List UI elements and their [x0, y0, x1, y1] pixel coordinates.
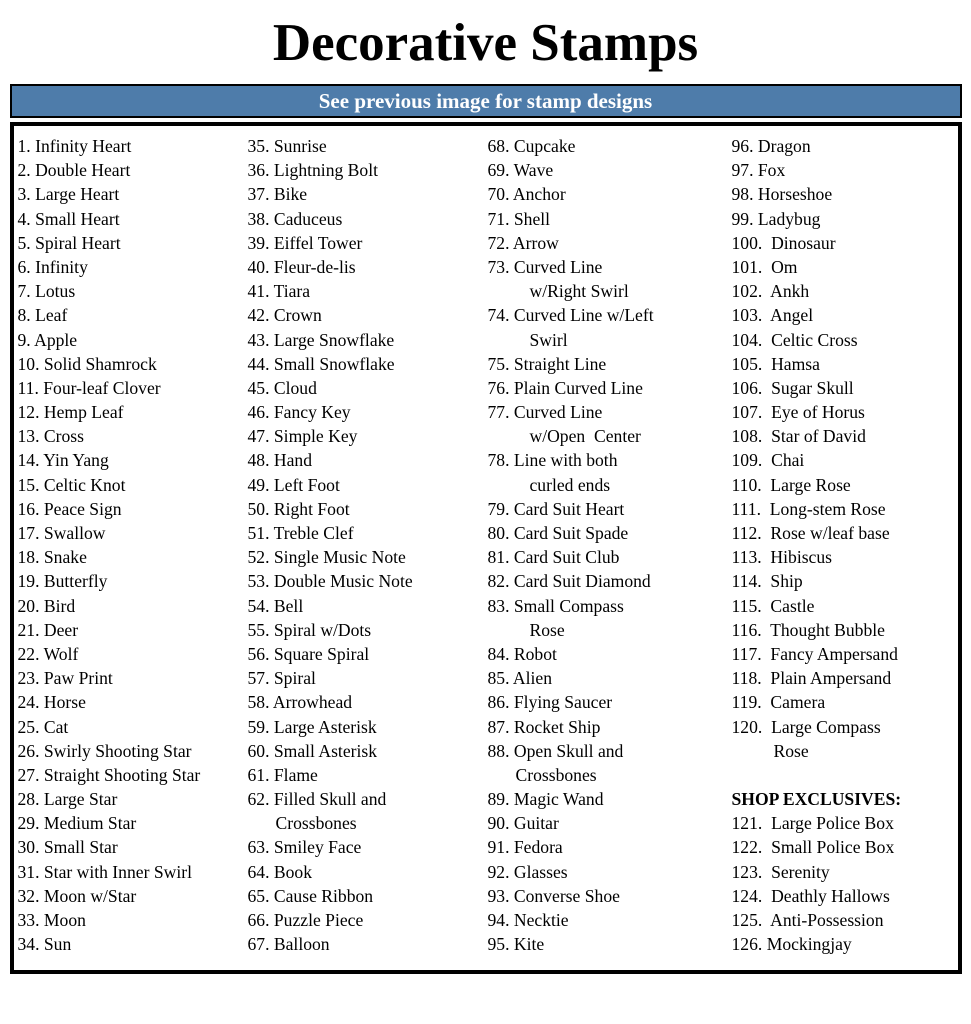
stamp-item: 88. Open Skull and: [487, 740, 624, 761]
stamp-item: 51. Treble Clef: [247, 523, 354, 543]
stamp-item: 49. Left Foot: [247, 474, 340, 495]
stamp-item: 120. Large Compass: [731, 716, 881, 737]
stamp-item: 61. Flame: [247, 764, 318, 785]
stamp-item: 100. Dinosaur: [731, 232, 836, 253]
stamp-item: 34. Sun: [17, 934, 72, 955]
stamp-item: 101. Om: [731, 256, 798, 277]
shop-exclusives-header: SHOP EXCLUSIVES:: [731, 789, 902, 810]
stamp-item: 15. Celtic Knot: [17, 474, 126, 495]
stamp-item: 104. Celtic Cross: [731, 329, 858, 350]
stamp-item: 30. Small Star: [17, 837, 118, 858]
stamp-item: 107. Eye of Horus: [731, 402, 865, 423]
banner: [10, 84, 962, 118]
stamp-item: 23. Paw Print: [17, 668, 113, 689]
stamp-item-continuation: Rose: [529, 619, 565, 640]
stamp-item-continuation: Rose: [773, 740, 809, 761]
stamp-item: 118. Plain Ampersand: [731, 668, 892, 689]
stamp-item: 99. Ladybug: [731, 208, 821, 229]
stamp-item: 121. Large Police Box: [731, 813, 894, 834]
stamp-item: 116. Thought Bubble: [731, 619, 885, 640]
stamp-item-continuation: w/Right Swirl: [529, 281, 629, 302]
stamp-item: 75. Straight Line: [487, 353, 607, 374]
stamp-item: 115. Castle: [731, 595, 815, 616]
stamp-item: 58. Arrowhead: [247, 692, 353, 713]
stamp-item: 19. Butterfly: [17, 571, 108, 592]
stamp-item: 91. Fedora: [487, 837, 563, 858]
stamp-item: 125. Anti-Possession: [731, 910, 884, 930]
stamp-item: 95. Kite: [487, 934, 545, 955]
stamp-item: 67. Balloon: [247, 934, 330, 955]
stamp-item: 38. Caduceus: [247, 208, 343, 229]
stamp-item: 41. Tiara: [247, 281, 311, 302]
stamp-item: 12. Hemp Leaf: [17, 402, 124, 423]
stamp-item: 10. Solid Shamrock: [17, 353, 157, 374]
stamp-item: 1. Infinity Heart: [17, 136, 132, 156]
stamp-item: 28. Large Star: [17, 789, 118, 810]
stamp-item: 76. Plain Curved Line: [487, 377, 643, 398]
stamp-item: 79. Card Suit Heart: [487, 498, 625, 519]
stamp-item: 26. Swirly Shooting Star: [17, 740, 192, 761]
banner-text: See previous image for stamp designs: [318, 88, 653, 113]
stamp-item: 56. Square Spiral: [247, 643, 370, 664]
stamp-item: 64. Book: [247, 861, 313, 882]
stamp-item: 16. Peace Sign: [17, 498, 122, 519]
stamp-item: 14. Yin Yang: [17, 450, 109, 471]
stamp-item: 39. Eiffel Tower: [247, 232, 363, 253]
stamp-item: 3. Large Heart: [17, 184, 120, 205]
stamp-item: 2. Double Heart: [17, 160, 131, 181]
stamp-item: 70. Anchor: [487, 184, 566, 205]
stamp-item: 71. Shell: [487, 208, 551, 229]
stamp-item: 86. Flying Saucer: [487, 692, 613, 713]
stamp-item: 18. Snake: [17, 547, 87, 568]
stamp-item: 103. Angel: [731, 305, 814, 326]
stamp-item: 29. Medium Star: [17, 813, 137, 834]
stamp-item: 94. Necktie: [487, 910, 569, 930]
stamp-item: 68. Cupcake: [487, 136, 576, 156]
stamp-item: 25. Cat: [17, 716, 69, 737]
stamp-item: 72. Arrow: [487, 232, 559, 253]
stamp-item: 53. Double Music Note: [247, 571, 413, 592]
stamp-item: 77. Curved Line: [487, 402, 603, 423]
stamp-item: 85. Alien: [487, 668, 553, 689]
stamp-item: 97. Fox: [731, 160, 786, 181]
stamp-item: 6. Infinity: [17, 256, 88, 277]
stamp-item: 105. Hamsa: [731, 353, 820, 374]
stamp-item: 50. Right Foot: [247, 498, 350, 519]
stamp-item: 122. Small Police Box: [731, 837, 895, 858]
stamp-item: 4. Small Heart: [17, 208, 120, 229]
stamp-item: 13. Cross: [17, 426, 84, 447]
stamp-item-continuation: w/Open Center: [529, 426, 641, 447]
stamp-item: 84. Robot: [487, 643, 557, 664]
blank-line: [732, 763, 962, 787]
stamp-column-3: [488, 134, 732, 970]
stamp-item: 40. Fleur-de-lis: [247, 256, 356, 277]
stamp-item: 63. Smiley Face: [247, 837, 362, 858]
stamp-item: 90. Guitar: [487, 813, 559, 834]
stamp-item: 81. Card Suit Club: [487, 547, 620, 568]
stamp-item: 54. Bell: [247, 595, 304, 616]
stamp-item: 89. Magic Wand: [487, 789, 604, 810]
stamp-item: 114. Ship: [731, 571, 803, 592]
stamp-item: 7. Lotus: [17, 281, 76, 302]
stamp-item: 8. Leaf: [17, 305, 68, 326]
stamp-item: 119. Camera: [731, 692, 826, 713]
stamp-item: 102. Ankh: [731, 281, 810, 302]
stamp-item: 60. Small Asterisk: [247, 740, 378, 761]
stamp-item: 124. Deathly Hallows: [731, 885, 890, 906]
stamp-item: 22. Wolf: [17, 643, 79, 664]
stamp-column-1: [18, 134, 248, 970]
stamp-item: 48. Hand: [247, 450, 312, 471]
stamp-item: 92. Glasses: [487, 861, 568, 882]
stamp-item: 65. Cause Ribbon: [247, 885, 374, 906]
stamp-item: 108. Star of David: [731, 426, 866, 447]
stamp-item: 47. Simple Key: [247, 426, 358, 447]
stamp-item: 126. Mockingjay: [731, 934, 852, 955]
stamp-item: 33. Moon: [17, 910, 86, 930]
stamp-item: 96. Dragon: [731, 136, 811, 156]
stamp-item: 37. Bike: [247, 184, 308, 205]
stamp-item: 20. Bird: [17, 595, 76, 616]
stamp-item: 59. Large Asterisk: [247, 716, 377, 737]
stamp-item: 45. Cloud: [247, 377, 317, 398]
stamp-item: 32. Moon w/Star: [17, 885, 137, 906]
stamp-item: 17. Swallow: [17, 523, 106, 543]
stamp-item: 78. Line with both: [487, 450, 618, 471]
stamp-item: 83. Small Compass: [487, 595, 624, 616]
stamp-item: 106. Sugar Skull: [731, 377, 854, 398]
stamp-item: 57. Spiral: [247, 668, 316, 689]
stamp-item: 11. Four-leaf Clover: [17, 377, 161, 398]
stamp-item: 52. Single Music Note: [247, 547, 406, 568]
stamp-item: 87. Rocket Ship: [487, 716, 601, 737]
stamp-item: 5. Spiral Heart: [17, 232, 121, 253]
stamp-item-continuation: Swirl: [529, 329, 568, 350]
stamp-item-continuation: curled ends: [529, 474, 611, 495]
stamp-item: 62. Filled Skull and: [247, 789, 387, 810]
stamp-item: 9. Apple: [17, 329, 78, 350]
stamp-item: 73. Curved Line: [487, 256, 603, 277]
stamp-item: 46. Fancy Key: [247, 402, 351, 423]
stamp-item-continuation: Crossbones: [515, 764, 597, 785]
stamp-item: 98. Horseshoe: [731, 184, 833, 205]
stamp-item: 66. Puzzle Piece: [247, 910, 364, 930]
stamp-column-2: [248, 134, 488, 970]
page-title: Decorative Stamps: [272, 14, 699, 72]
stamp-item: 82. Card Suit Diamond: [487, 571, 651, 592]
stamp-list: [10, 122, 962, 974]
stamp-item: 112. Rose w/leaf base: [731, 523, 890, 543]
stamp-item: 111. Long-stem Rose: [731, 498, 886, 519]
stamp-item: 35. Sunrise: [247, 136, 327, 156]
stamp-item: 123. Serenity: [731, 861, 830, 882]
stamp-item: 31. Star with Inner Swirl: [17, 861, 192, 882]
stamp-item: 24. Horse: [17, 692, 86, 713]
stamp-item-continuation: Crossbones: [275, 813, 357, 834]
stamp-item: 36. Lightning Bolt: [247, 160, 378, 181]
stamp-item: 44. Small Snowflake: [247, 353, 395, 374]
stamp-item: 93. Converse Shoe: [487, 885, 620, 906]
stamp-item: 69. Wave: [487, 160, 554, 181]
stamp-item: 109. Chai: [731, 450, 805, 471]
stamp-item: 117. Fancy Ampersand: [731, 643, 898, 664]
stamp-item: 74. Curved Line w/Left: [487, 305, 654, 326]
stamp-item: 55. Spiral w/Dots: [247, 619, 372, 640]
stamp-column-4: [732, 134, 962, 970]
stamp-item: 80. Card Suit Spade: [487, 523, 629, 543]
stamp-item: 21. Deer: [17, 619, 79, 640]
stamp-item: 110. Large Rose: [731, 474, 851, 495]
stamp-item: 43. Large Snowflake: [247, 329, 395, 350]
stamp-item: 113. Hibiscus: [731, 547, 833, 568]
stamp-item: 27. Straight Shooting Star: [17, 764, 201, 785]
stamp-item: 42. Crown: [247, 305, 322, 326]
